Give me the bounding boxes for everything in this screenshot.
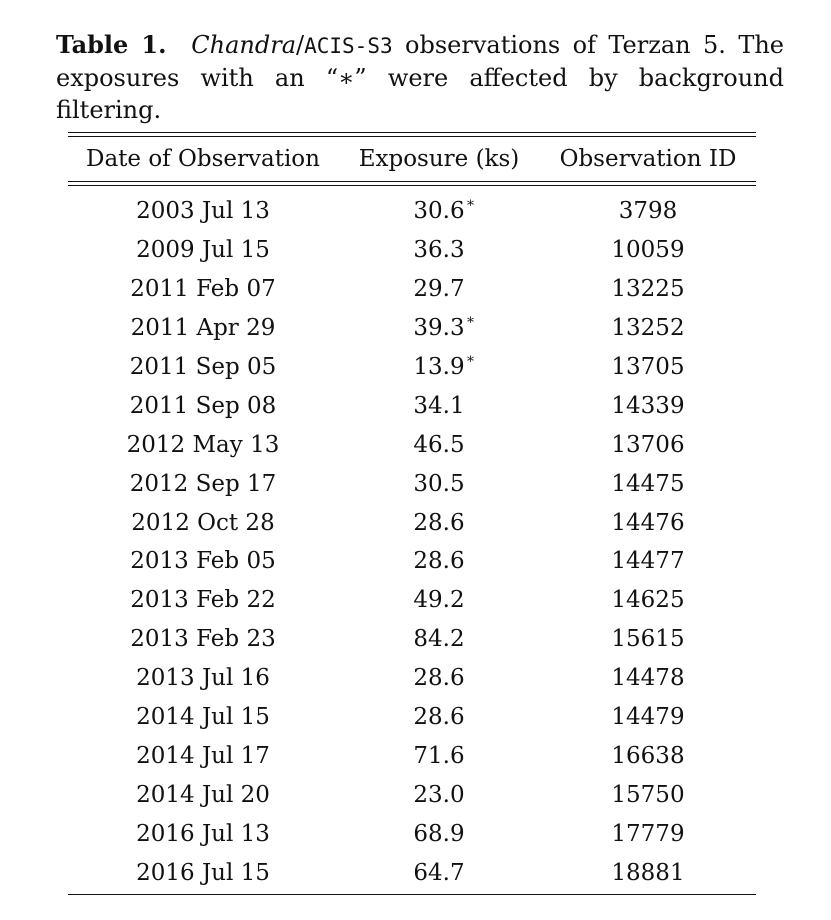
- exposure-wrap: [413, 237, 464, 263]
- cell-exposure: [338, 276, 540, 302]
- cell-obsid: 16638: [611, 742, 685, 769]
- cell-obsid: 17779: [611, 820, 685, 847]
- table-row: [68, 464, 756, 503]
- cell-exposure: [338, 743, 540, 769]
- table-row: [68, 542, 756, 581]
- cell-obsid: 14475: [611, 470, 685, 497]
- filtered-marker: ∗: [465, 312, 476, 329]
- cell-date: 2016 Jul 15: [136, 859, 270, 886]
- bottom-rule: [68, 894, 756, 895]
- cell-exposure: [338, 510, 540, 536]
- table-row: [68, 503, 756, 542]
- cell-exposure: [338, 432, 540, 458]
- filtered-marker: ∗: [465, 351, 476, 367]
- exposure-value: 46.5: [413, 431, 465, 458]
- filtered-marker: ∗: [465, 195, 476, 212]
- exposure-value: 29.7: [413, 276, 465, 303]
- cell-obsid: 14625: [611, 587, 685, 614]
- table-label: Table 1.: [56, 30, 167, 59]
- cell-obsid: 14339: [611, 392, 685, 419]
- exposure-wrap: [413, 510, 464, 536]
- cell-date: 2012 Sep 17: [129, 470, 277, 497]
- exposure-wrap: [413, 432, 464, 458]
- exposure-wrap: [413, 195, 476, 225]
- table-row: [68, 192, 756, 231]
- exposure-value: 39.3: [413, 315, 465, 342]
- table-row: [68, 853, 756, 892]
- cell-date: 2016 Jul 13: [136, 820, 270, 847]
- caption-star: ∗: [338, 64, 355, 92]
- exposure-wrap: [413, 704, 464, 730]
- cell-exposure: [338, 393, 540, 419]
- table-row: [68, 348, 756, 387]
- table-header: [68, 137, 756, 181]
- cell-obsid: 14477: [611, 548, 685, 575]
- exposure-value: 30.6: [413, 198, 465, 225]
- table-row: [68, 659, 756, 698]
- exposure-value: 28.6: [413, 509, 465, 536]
- cell-obsid: 18881: [611, 859, 685, 886]
- table-row: [68, 775, 756, 814]
- exposure-wrap: [413, 860, 464, 886]
- exposure-wrap: [413, 471, 464, 497]
- cell-exposure: [338, 821, 540, 847]
- cell-obsid: 13252: [611, 315, 685, 342]
- cell-exposure: [338, 312, 540, 342]
- cell-obsid: 14476: [611, 509, 685, 536]
- cell-date: 2012 May 13: [126, 431, 280, 458]
- table-row: [68, 425, 756, 464]
- table-row: [68, 386, 756, 425]
- cell-obsid: 15615: [611, 626, 685, 653]
- exposure-value: 30.5: [413, 470, 465, 497]
- cell-obsid: 15750: [611, 781, 685, 808]
- exposure-wrap: [413, 782, 464, 808]
- exposure-wrap: [413, 743, 464, 769]
- cell-exposure: [338, 587, 540, 613]
- exposure-value: 28.6: [413, 704, 465, 731]
- table-body: [68, 186, 756, 894]
- exposure-value: 36.3: [413, 237, 465, 264]
- cell-obsid: 3798: [618, 198, 678, 225]
- table-row: [68, 231, 756, 270]
- exposure-wrap: [413, 276, 464, 302]
- cell-date: 2013 Feb 22: [130, 587, 276, 614]
- cell-date: 2011 Feb 07: [130, 276, 276, 303]
- table-row: [68, 736, 756, 775]
- cell-date: 2009 Jul 15: [136, 237, 270, 264]
- cell-obsid: 13706: [611, 431, 685, 458]
- exposure-value: 23.0: [413, 781, 465, 808]
- cell-obsid: 14479: [611, 704, 685, 731]
- cell-obsid: 13225: [611, 276, 685, 303]
- observations-table: [68, 132, 756, 895]
- cell-exposure: [338, 860, 540, 886]
- exposure-wrap: [413, 351, 476, 380]
- cell-exposure: [338, 351, 540, 380]
- cell-date: 2013 Feb 23: [130, 626, 276, 653]
- header-date: Date of Observation: [86, 146, 320, 172]
- exposure-wrap: [413, 665, 464, 691]
- cell-exposure: [338, 665, 540, 691]
- cell-exposure: [338, 704, 540, 730]
- cell-date: 2011 Sep 05: [129, 354, 277, 380]
- cell-date: 2011 Apr 29: [130, 315, 276, 342]
- table-row: [68, 309, 756, 348]
- exposure-wrap: [413, 393, 464, 419]
- cell-date: 2013 Feb 05: [130, 548, 276, 575]
- cell-date: 2011 Sep 08: [129, 392, 277, 419]
- exposure-wrap: [413, 821, 464, 847]
- table-row: [68, 270, 756, 309]
- table-caption: [56, 29, 784, 126]
- caption-text-2: ” were affected by background filtering.: [56, 64, 785, 124]
- cell-date: 2014 Jul 17: [136, 742, 270, 769]
- table-row: [68, 698, 756, 737]
- cell-date: 2003 Jul 13: [136, 198, 270, 225]
- cell-exposure: [338, 548, 540, 574]
- exposure-value: 28.6: [413, 548, 465, 575]
- caption-text-1: observations of Terzan 5. The exposures with an “: [56, 31, 784, 92]
- exposure-wrap: [413, 587, 464, 613]
- header-obsid: Observation ID: [559, 146, 737, 172]
- table-row: [68, 581, 756, 620]
- caption-telescope: Chandra: [191, 31, 297, 59]
- cell-obsid: 14478: [611, 665, 685, 692]
- cell-exposure: [338, 782, 540, 808]
- exposure-value: 68.9: [413, 820, 465, 847]
- exposure-value: 71.6: [413, 742, 465, 769]
- exposure-wrap: [413, 548, 464, 574]
- cell-date: 2014 Jul 15: [136, 704, 270, 731]
- exposure-value: 13.9: [413, 354, 465, 380]
- exposure-value: 84.2: [413, 626, 465, 653]
- header-exposure: Exposure (ks): [358, 146, 520, 172]
- exposure-value: 34.1: [413, 392, 465, 419]
- caption-slash: /: [296, 31, 305, 59]
- exposure-value: 64.7: [413, 859, 465, 886]
- caption-instrument: ACIS-S3: [304, 34, 393, 58]
- exposure-value: 49.2: [413, 587, 465, 614]
- cell-exposure: [338, 471, 540, 497]
- cell-date: 2013 Jul 16: [136, 665, 270, 692]
- cell-exposure: [338, 626, 540, 652]
- cell-obsid: 13705: [611, 354, 685, 380]
- exposure-wrap: [413, 626, 464, 652]
- exposure-value: 28.6: [413, 665, 465, 692]
- table-row: [68, 814, 756, 853]
- cell-exposure: [338, 195, 540, 225]
- exposure-wrap: [413, 312, 476, 342]
- cell-exposure: [338, 237, 540, 263]
- cell-obsid: 10059: [611, 237, 685, 264]
- table-row: [68, 620, 756, 659]
- cell-date: 2012 Oct 28: [131, 509, 275, 536]
- cell-date: 2014 Jul 20: [136, 781, 270, 808]
